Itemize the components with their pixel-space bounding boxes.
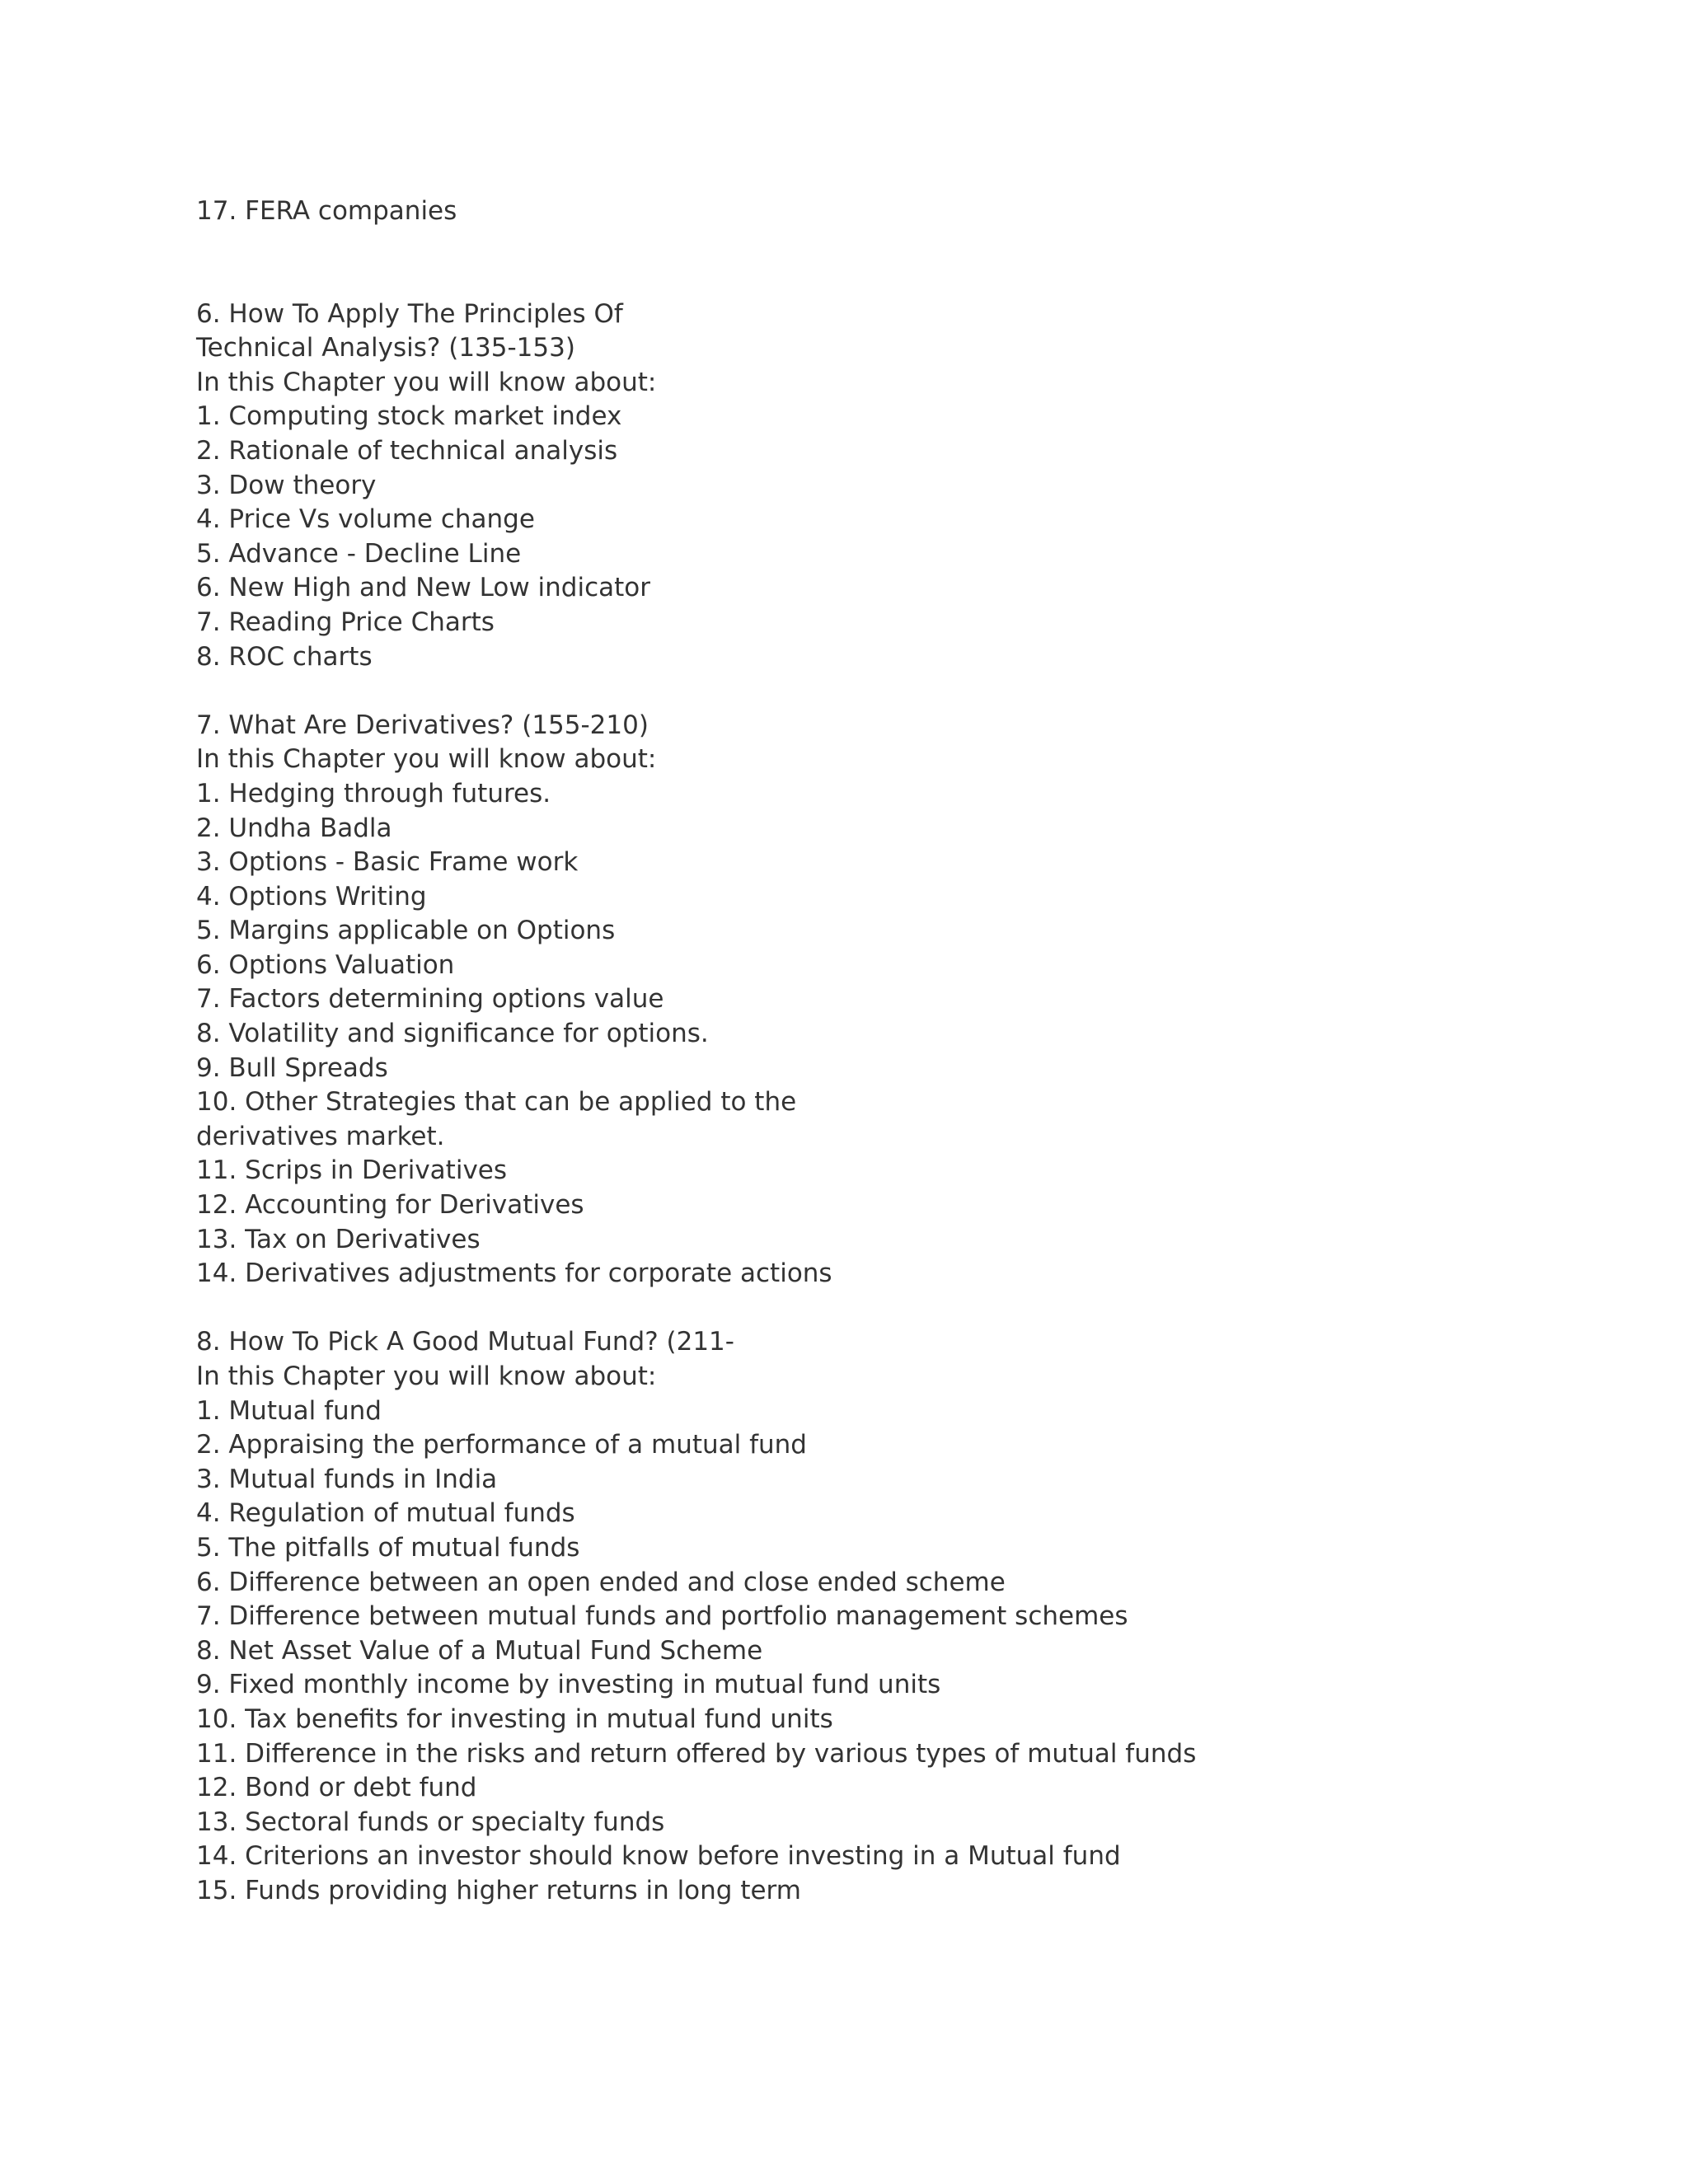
list-item: 6. Difference between an open ended and close ended scheme [196,1567,1006,1597]
chapter-title: 7. What Are Derivatives? (155-210) [196,710,649,740]
chapter-subtitle: In this Chapter you will know about: [196,744,657,775]
document-page [196,194,1597,1909]
chapter-8-section [196,1325,1597,1908]
list-item: 2. Appraising the performance of a mutual fund [196,1430,807,1460]
spacer [196,1291,1597,1326]
list-item: 10. Other Strategies that can be applied to the [196,1087,797,1118]
list-item: 3. Mutual funds in India [196,1464,498,1494]
list-item: 11. Scrips in Derivatives [196,1155,508,1186]
chapter-6-section [196,298,1597,675]
list-item: 5. Margins applicable on Options [196,916,616,946]
list-item: 15. Funds providing higher returns in long term [196,1875,801,1905]
list-item: 2. Undha Badla [196,813,392,843]
list-item: 6. Options Valuation [196,949,455,980]
list-item: 1. Mutual fund [196,1395,382,1426]
chapter-subtitle: In this Chapter you will know about: [196,1361,657,1391]
list-item: 5. Advance - Decline Line [196,538,522,569]
chapter-title: 8. How To Pick A Good Mutual Fund? (211- [196,1327,734,1357]
list-item: 3. Dow theory [196,470,377,500]
list-item: 9. Fixed monthly income by investing in mutual fund units [196,1670,941,1700]
list-item: 7. Reading Price Charts [196,607,495,637]
intro-line: 17. FERA companies [196,196,457,226]
list-item: 14. Derivatives adjustments for corporate actions [196,1258,832,1289]
list-item: 13. Sectoral funds or specialty funds [196,1807,665,1837]
list-item: 5. The pitfalls of mutual funds [196,1532,580,1563]
list-item: 1. Computing stock market index [196,401,622,432]
list-item: 4. Price Vs volume change [196,504,535,535]
list-item: 7. Factors determining options value [196,984,664,1015]
chapter-7-section [196,709,1597,1291]
list-item: 1. Hedging through futures. [196,778,551,808]
list-item: 3. Options - Basic Frame work [196,847,579,878]
list-item: derivatives market. [196,1121,445,1151]
chapter-title: Technical Analysis? (135-153) [196,333,575,363]
list-item: 4. Regulation of mutual funds [196,1498,575,1529]
list-item: 12. Bond or debt fund [196,1773,477,1803]
spacer [196,674,1597,709]
chapter-title: 6. How To Apply The Principles Of [196,298,623,329]
list-item: 8. Net Asset Value of a Mutual Fund Scheme [196,1635,763,1666]
list-item: 13. Tax on Derivatives [196,1224,481,1254]
chapter-subtitle: In this Chapter you will know about: [196,367,657,397]
list-item: 2. Rationale of technical analysis [196,435,618,466]
list-item: 11. Difference in the risks and return offered by various types of mutual funds [196,1738,1197,1769]
list-item: 8. Volatility and significance for options. [196,1019,709,1049]
list-item: 9. Bull Spreads [196,1052,388,1083]
list-item: 6. New High and New Low indicator [196,573,651,603]
list-item: 4. Options Writing [196,881,427,912]
list-item: 8. ROC charts [196,641,373,672]
list-item: 7. Difference between mutual funds and portfolio management schemes [196,1601,1128,1632]
spacer [196,229,1597,298]
list-item: 10. Tax benefits for investing in mutual fund units [196,1704,833,1734]
list-item: 14. Criterions an investor should know before investing in a Mutual fund [196,1841,1121,1872]
list-item: 12. Accounting for Derivatives [196,1190,584,1221]
